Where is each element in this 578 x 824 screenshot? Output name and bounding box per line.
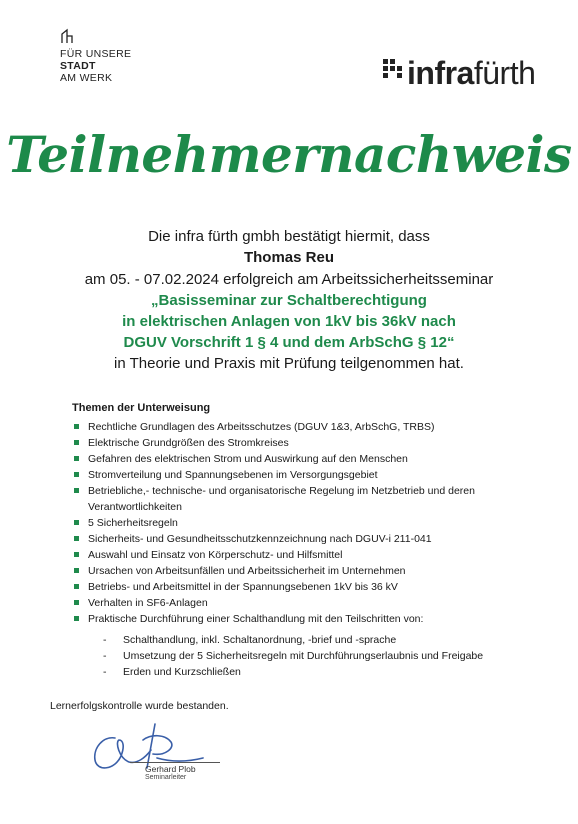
signer-name: Gerhard Plob — [145, 764, 196, 774]
logo-part-fuerth: fürth — [473, 55, 536, 91]
bullet-square-icon — [74, 520, 79, 525]
participant-name: Thomas Reu — [243, 249, 334, 266]
dash-bullet: - — [103, 634, 107, 646]
bullet-square-icon — [74, 584, 79, 589]
bullet-square-icon — [74, 552, 79, 557]
bullet-square-icon — [74, 424, 79, 429]
bullet-square-icon — [74, 488, 79, 493]
topic-item — [74, 419, 544, 435]
topic-text: Praktische Durchführung einer Schalthandlung mit den Teilschritten von: — [88, 613, 424, 625]
topic-text: Gefahren des elektrischen Strom und Auswirkung auf den Menschen — [88, 453, 408, 465]
topic-text: Betriebliche,- technische- und organisatorische Regelung im Netzbetrieb und deren Verantwortlichkeiten — [88, 485, 475, 513]
bullet-square-icon — [74, 568, 79, 573]
bullet-square-icon — [74, 616, 79, 621]
topic-item — [74, 451, 544, 467]
tagline-line-3: AM WERK — [60, 72, 113, 84]
seminar-title-line-2: in elektrischen Anlagen von 1kV bis 36kV nach — [122, 313, 456, 330]
subtopic-text: Schalthandlung, inkl. Schaltanordnung, -brief und -sprache — [123, 634, 397, 646]
topic-text: 5 Sicherheitsregeln — [88, 517, 178, 529]
subtopic-text: Umsetzung der 5 Sicherheitsregeln mit Durchführungserlaubnis und Freigabe — [123, 650, 484, 662]
topic-text: Rechtliche Grundlagen des Arbeitsschutzes (DGUV 1&3, ArbSchG, TRBS) — [88, 421, 435, 433]
logo-dots-icon — [383, 59, 407, 83]
topic-item — [74, 563, 544, 579]
dash-bullet: - — [103, 650, 107, 662]
logo-text — [407, 55, 535, 91]
subtopics-list — [103, 632, 483, 680]
tagline-line-2: STADT — [60, 60, 96, 72]
bullet-square-icon — [74, 536, 79, 541]
bullet-square-icon — [74, 600, 79, 605]
dash-bullet: - — [103, 666, 107, 678]
subtopic-item — [103, 664, 483, 680]
topics-list — [74, 419, 544, 627]
subtopic-text: Erden und Kurzschließen — [123, 666, 241, 678]
topic-text: Ursachen von Arbeitsunfällen und Arbeitssicherheit im Unternehmen — [88, 565, 406, 577]
city-logo-icon — [60, 28, 74, 44]
page-title: Teilnehmernachweis — [6, 125, 572, 184]
topic-text: Elektrische Grundgrößen des Stromkreises — [88, 437, 289, 449]
signature-line — [130, 762, 220, 763]
topic-item — [74, 611, 544, 627]
topic-item — [74, 547, 544, 563]
bullet-square-icon — [74, 440, 79, 445]
tagline-line-1: FÜR UNSERE — [60, 48, 132, 60]
logo-part-infra: infra — [407, 55, 474, 91]
subtopic-item — [103, 632, 483, 648]
topic-item — [74, 531, 544, 547]
bullet-square-icon — [74, 456, 79, 461]
topic-item — [74, 595, 544, 611]
date-line: am 05. - 07.02.2024 erfolgreich am Arbeitssicherheitsseminar — [84, 271, 494, 288]
topic-item — [74, 467, 544, 483]
topic-text: Verhalten in SF6-Anlagen — [88, 597, 208, 609]
confirmation-line: Die infra fürth gmbh bestätigt hiermit, dass — [148, 228, 430, 245]
topic-item — [74, 435, 544, 451]
topic-item — [74, 579, 544, 595]
topic-text: Auswahl und Einsatz von Körperschutz- und Hilfsmittel — [88, 549, 343, 561]
seminar-title-line-1: „Basisseminar zur Schaltberechtigung — [151, 292, 427, 309]
subtopic-item — [103, 648, 483, 664]
signer-role: Seminarleiter — [145, 774, 187, 781]
completion-line: in Theorie und Praxis mit Prüfung teilgenommen hat. — [114, 355, 464, 372]
topic-text: Sicherheits- und Gesundheitsschutzkennzeichnung nach DGUV-i 211-041 — [88, 533, 432, 545]
tagline — [60, 48, 131, 84]
topic-text: Stromverteilung und Spannungsebenen im Versorgungsgebiet — [88, 469, 378, 481]
topic-text: Betriebs- und Arbeitsmittel in der Spannungsebenen 1kV bis 36 kV — [88, 581, 398, 593]
topic-item — [74, 515, 544, 531]
topics-heading: Themen der Unterweisung — [72, 402, 211, 414]
bullet-square-icon — [74, 472, 79, 477]
seminar-title-line-3: DGUV Vorschrift 1 § 4 und dem ArbSchG § 12“ — [123, 334, 455, 351]
topic-item — [74, 483, 544, 515]
result-statement: Lernerfolgskontrolle wurde bestanden. — [50, 700, 229, 712]
